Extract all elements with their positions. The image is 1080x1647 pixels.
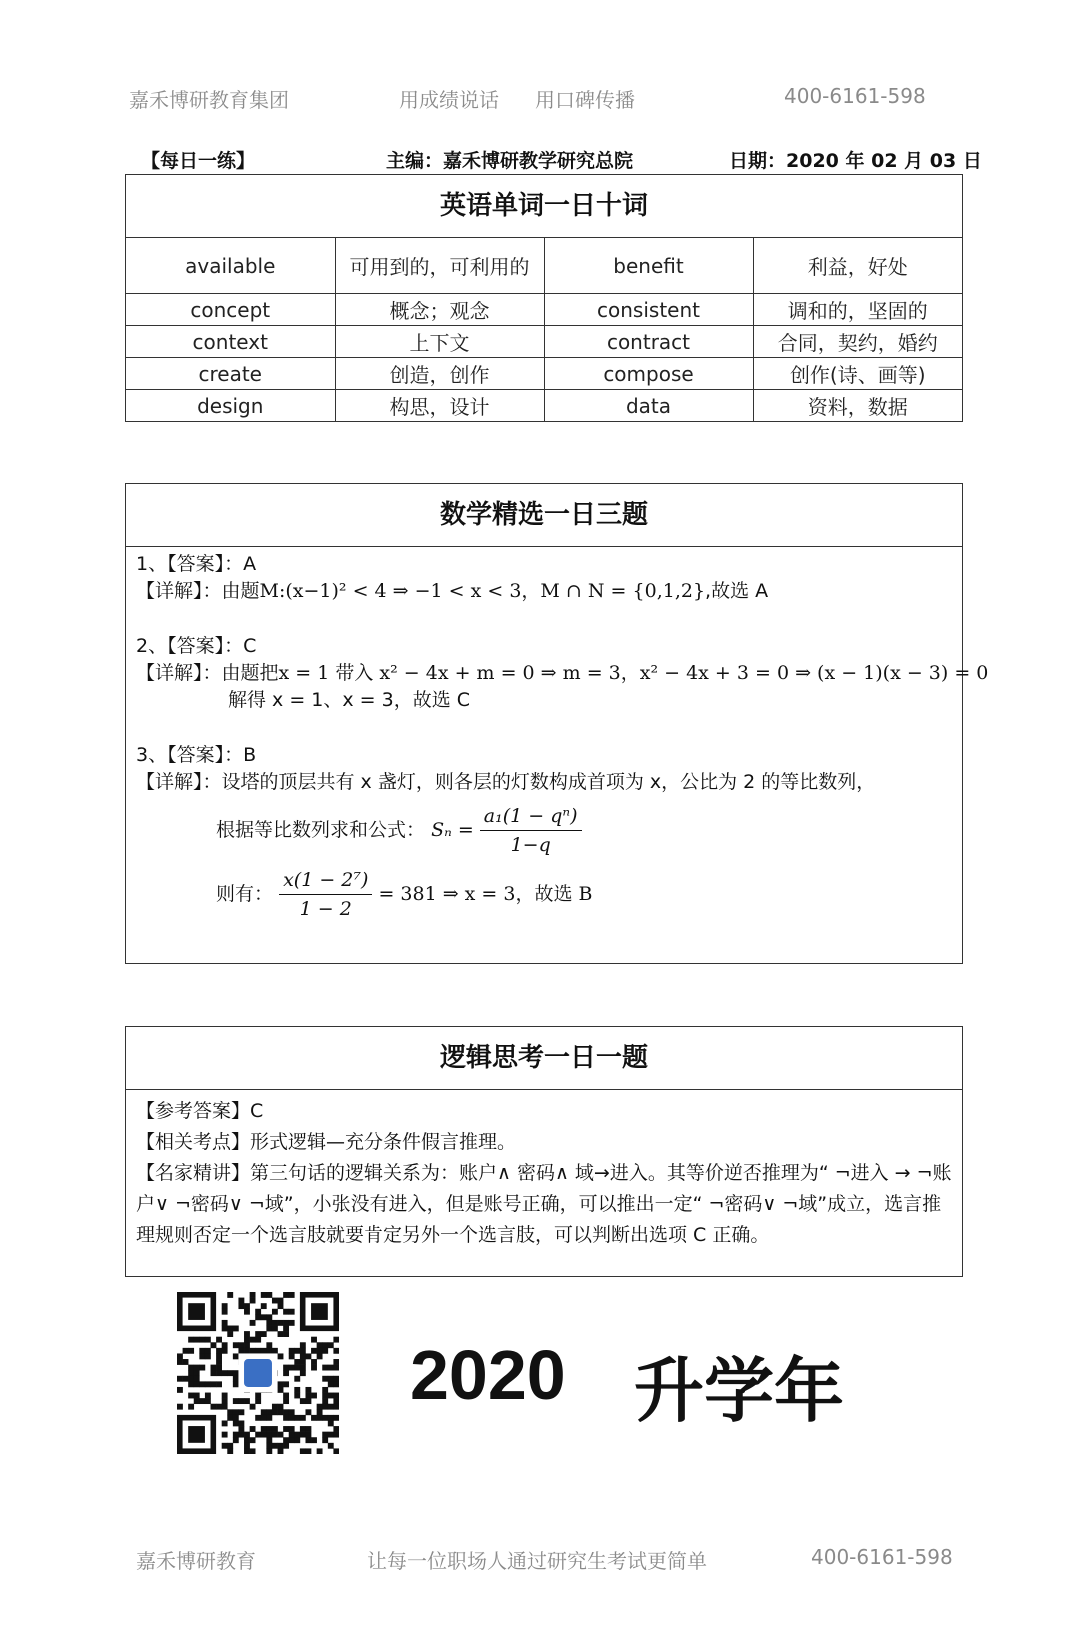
logic-point: 【相关考点】形式逻辑—充分条件假言推理。 [136, 1131, 517, 1153]
q2-detail [136, 660, 989, 687]
logic-answer: 【参考答案】C [136, 1100, 264, 1122]
banner-text: 升学年 [634, 1350, 844, 1432]
footer-slogan: 让每一位职场人通过研究生考试更简单 [367, 1549, 707, 1573]
header-slogan-2: 用口碑传播 [535, 88, 635, 112]
q3-answer: 3、【答案】：B [136, 744, 257, 766]
q1-detail [136, 578, 952, 605]
q3-formula-fraction [480, 802, 582, 859]
logic-section-title: 逻辑思考一日一题 [126, 1027, 962, 1090]
qr-code-image [177, 1292, 339, 1454]
word-row [126, 390, 962, 422]
date-line: 日期：2020 年 02 月 03 日 [729, 150, 982, 172]
q3-formula-label: 根据等比数列求和公式： [216, 819, 426, 841]
q3-formula-lhs: Sₙ = [431, 819, 474, 841]
banner-year: 2020 [410, 1336, 566, 1414]
q3-result [136, 864, 952, 924]
header-company: 嘉禾博研教育集团 [129, 88, 289, 112]
q3-formula [136, 800, 952, 860]
word-english-cell: create [126, 358, 335, 390]
q3-result-denominator: 1 − 2 [299, 898, 352, 920]
header-slogan-1: 用成绩说话 [399, 88, 499, 112]
logic-explain: 【名家精讲】第三句话的逻辑关系为：账户∧ 密码∧ 域→进入。其等价逆否推理为“ ¬进入 → ¬账户∨ ¬密码∨ ¬域”，小张没有进入，但是账号正确，可以推出一定“ ¬密码∨ ¬域”成立，选言推理规则否定一个选言肢就要肯定另外一个选言肢，可以判断出选项 C 正确。 [136, 1162, 952, 1246]
daily-practice-tag: 【每日一练】 [141, 150, 256, 172]
word-english-cell: compose [544, 358, 753, 390]
word-chinese-cell: 资料，数据 [807, 395, 908, 419]
word-chinese-cell: 创作(诗、画等) [753, 358, 962, 390]
q3-result-fraction [279, 866, 372, 923]
word-chinese-cell: 构思，设计 [335, 390, 544, 422]
english-words-section [125, 174, 963, 422]
word-english-cell: context [126, 326, 335, 358]
q1-answer: 1、【答案】：A [136, 553, 257, 575]
word-chinese-cell: 调和的，坚固的 [753, 294, 962, 326]
word-chinese-cell: 合同，契约，婚约 [753, 326, 962, 358]
q3-detail: 【详解】：设塔的顶层共有 x 盏灯，则各层的灯数构成首项为 x，公比为 2 的等比数列， [136, 771, 876, 793]
q3-result-tail: = 381 ⇒ x = 3，故选 B [378, 883, 593, 905]
math-section [125, 483, 989, 964]
q3-result-numerator: x(1 − 2⁷) [279, 866, 372, 895]
q3-formula-denominator: 1−q [510, 834, 551, 856]
q2-detail-math: x = 1 带入 x² − 4x + m = 0 ⇒ m = 3，x² − 4x + 3 = 0 ⇒ (x − 1)(x − 3) = 0 [278, 662, 989, 684]
word-chinese-cell: 上下文 [335, 326, 544, 358]
q1-detail-label: 【详解】：由题 [136, 580, 260, 602]
math-section-title: 数学精选一日三题 [126, 484, 962, 547]
footer-phone: 400-6161-598 [811, 1545, 953, 1569]
word-chinese-cell: 可用到的，可利用的 [335, 238, 544, 294]
q2-answer: 2、【答案】：C [136, 635, 257, 657]
q1-detail-tail: ,故选 A [705, 580, 769, 602]
word-chinese-cell: 概念；观念 [335, 294, 544, 326]
footer-company: 嘉禾博研教育 [136, 1549, 256, 1573]
q3-result-label: 则有： [216, 883, 274, 905]
q3-formula-numerator: a₁(1 − qⁿ) [480, 802, 582, 831]
q2-solve: 解得 x = 1、x = 3，故选 C [228, 689, 471, 711]
qr-logo [244, 1359, 272, 1387]
word-english-cell: consistent [544, 294, 753, 326]
word-row [126, 294, 962, 326]
header-phone: 400-6161-598 [784, 84, 926, 108]
q2-detail-label: 【详解】：由题把 [136, 662, 279, 684]
word-english-cell: available [126, 238, 335, 294]
word-row [126, 238, 962, 294]
word-english-cell: contract [544, 326, 753, 358]
qr-code [177, 1292, 339, 1454]
english-section-title: 英语单词一日十词 [126, 175, 962, 238]
word-row [126, 326, 962, 358]
word-chinese-cell: 利益，好处 [753, 238, 962, 294]
q1-detail-math: M:(x−1)² < 4 ⇒ −1 < x < 3，M ∩ N = {0,1,2} [259, 580, 706, 602]
logic-section [125, 1026, 963, 1277]
word-english-cell: benefit [544, 238, 753, 294]
english-words-table [126, 238, 962, 421]
word-english-cell: concept [126, 294, 335, 326]
editor-line: 主编：嘉禾博研教学研究总院 [386, 150, 634, 172]
word-chinese-cell: 创造，创作 [335, 358, 544, 390]
word-english-cell: data [544, 390, 753, 422]
word-row [126, 358, 962, 390]
word-english-cell: design [126, 390, 335, 422]
